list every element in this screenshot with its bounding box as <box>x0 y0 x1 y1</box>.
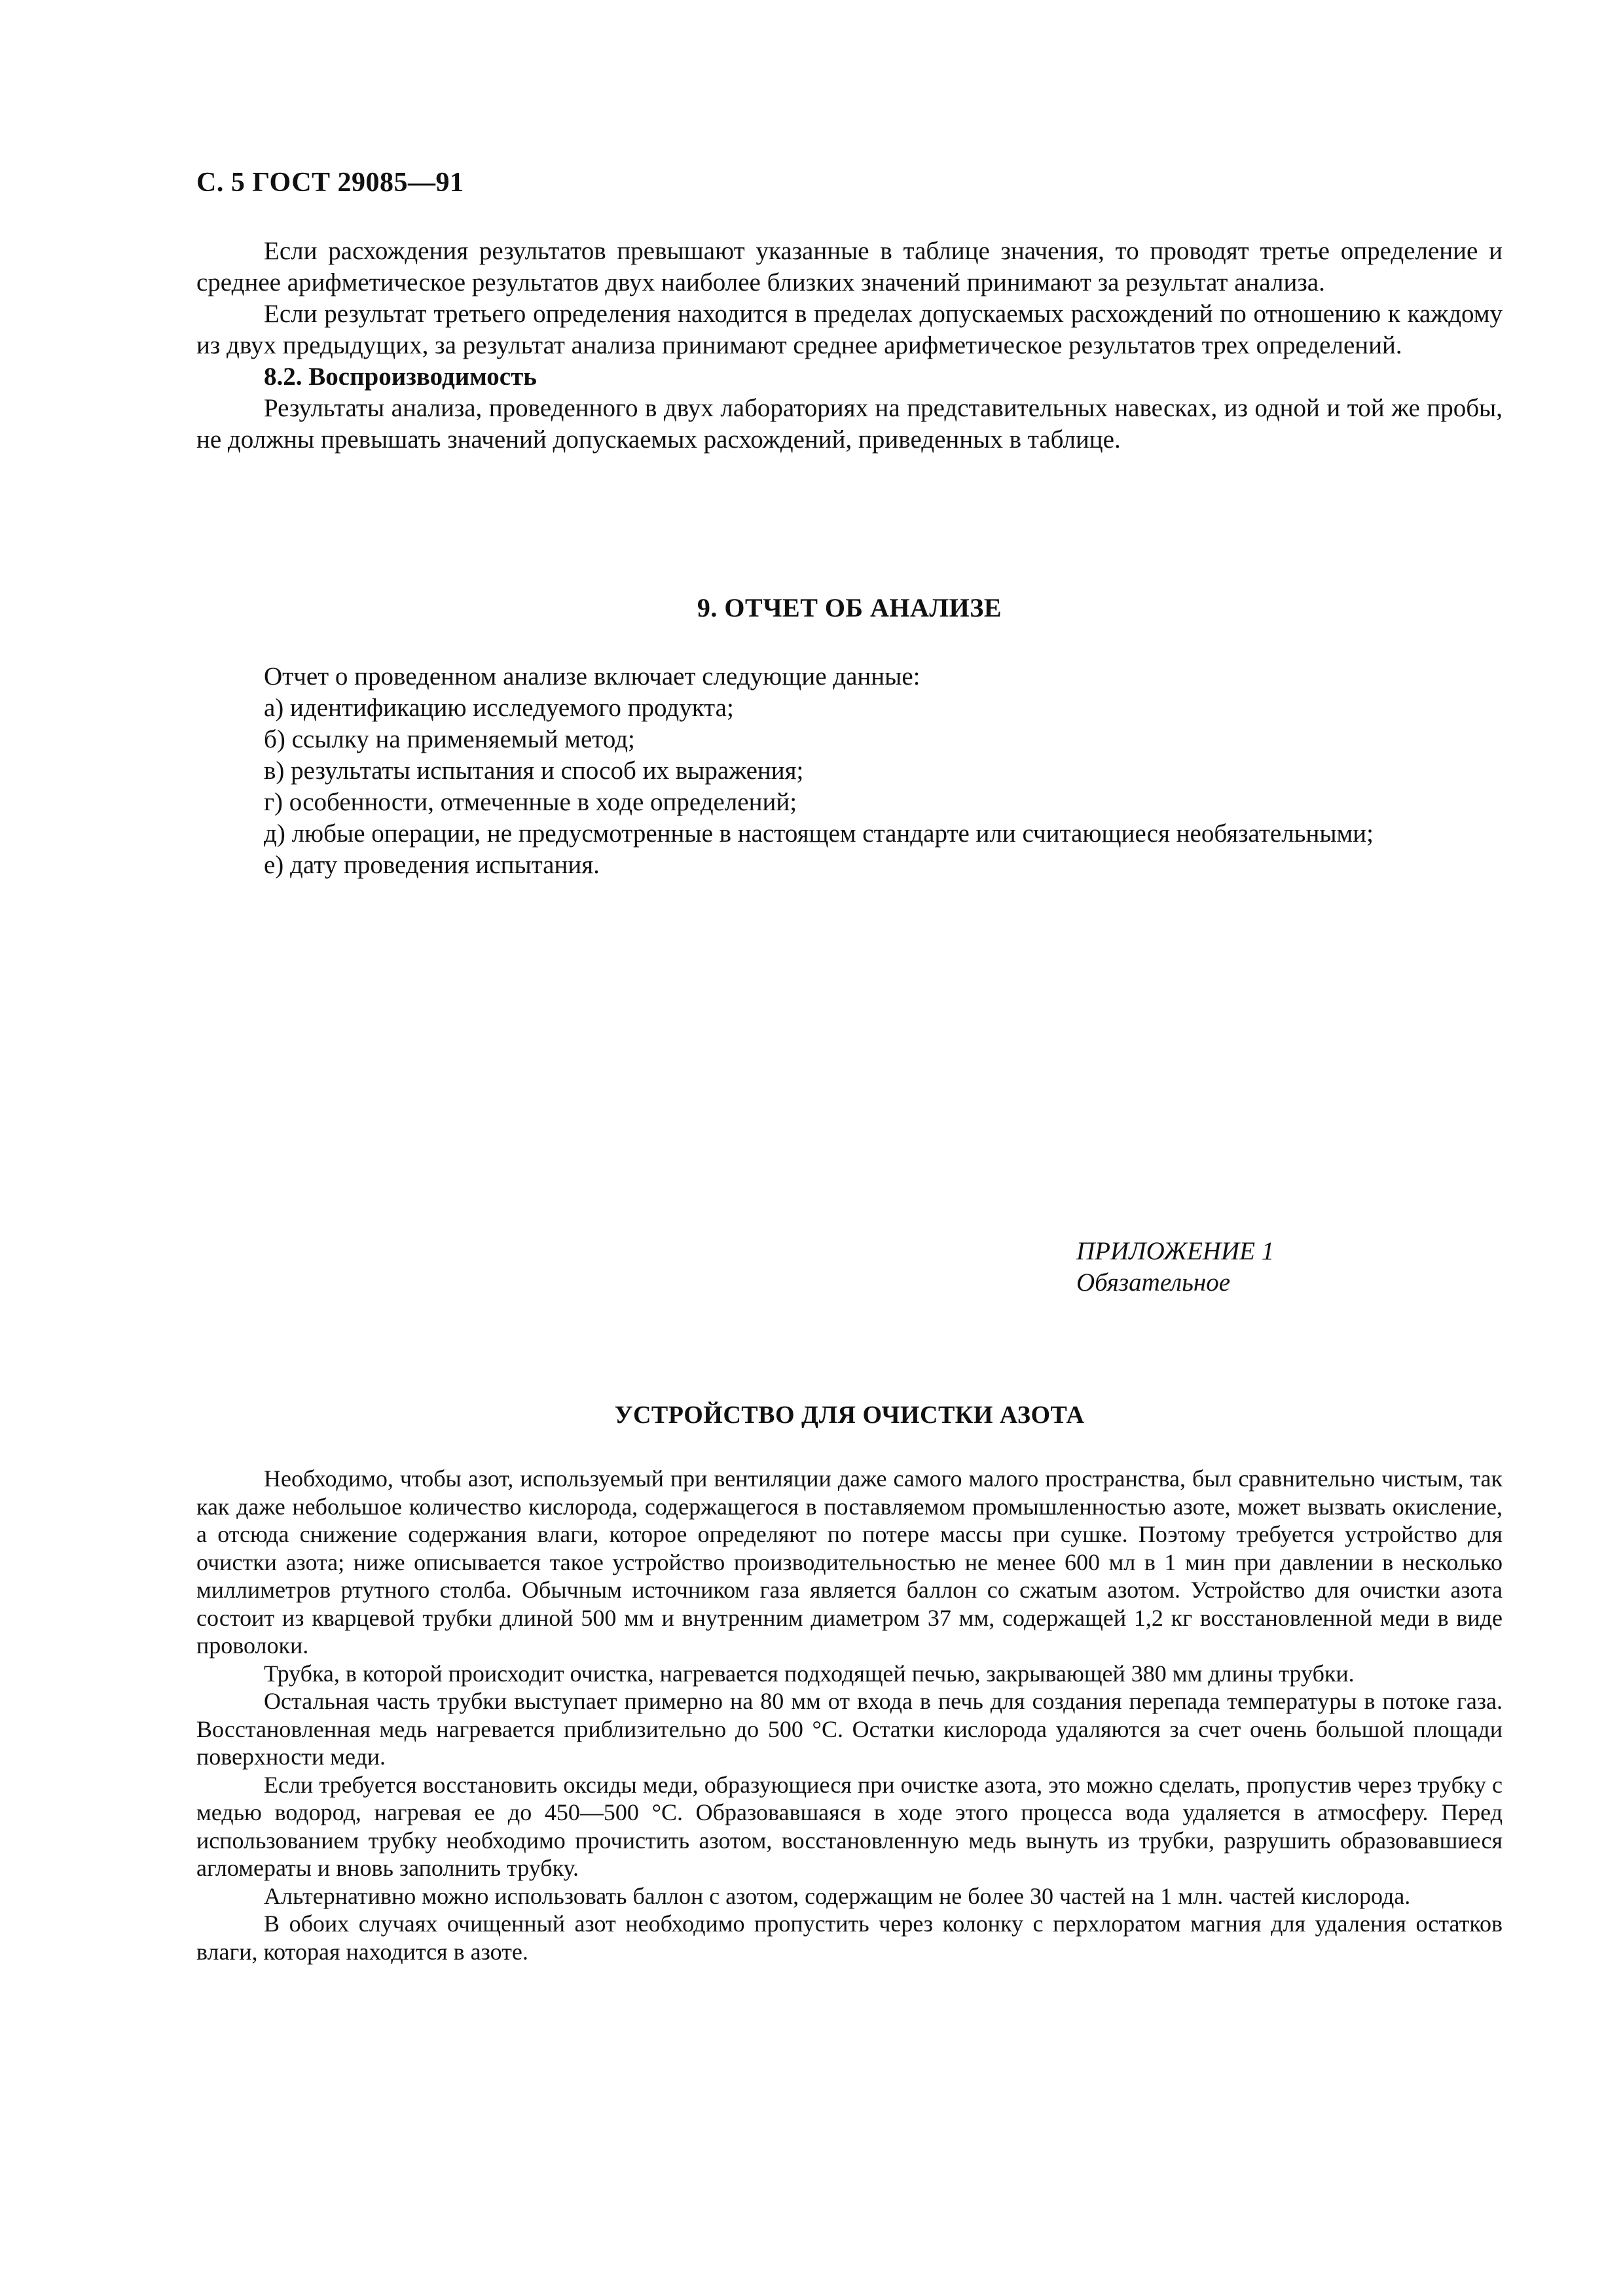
list-item: в) результаты испытания и способ их выражения; <box>264 757 804 785</box>
paragraph: Необходимо, чтобы азот, используемый при вентиляции даже самого малого пространства, был сравнительно чистым, так как даже небольшое количество кислорода, содержащегося в поставляемом промышленностью азоте, может вызвать окисление, а отсюда снижение содержания влаги, которое определяют по потере массы при сушке. Поэтому требуется устройство для очистки азота; ниже описывается такое устройство производительностью не менее 600 мл в 1 мин при давлении в несколько миллиметров ртутного столба. Обычным источником газа является баллон со сжатым азотом. Устройство для очистки азота состоит из кварцевой трубки длиной 500 мм и внутренним диаметром 37 мм, содержащей 1,2 кг восстановленной меди в виде проволоки. <box>196 1465 1503 1659</box>
running-header: С. 5 ГОСТ 29085—91 <box>196 168 464 198</box>
list-item: а) идентификацию исследуемого продукта; <box>264 694 734 722</box>
list-item: б) ссылку на применяемый метод; <box>264 725 635 753</box>
section-9-title: 9. ОТЧЕТ ОБ АНАЛИЗЕ <box>697 593 1002 622</box>
paragraph: Результаты анализа, проведенного в двух лабораториях на представительных навесках, из одной и той же пробы, не должны превышать значений допускаемых расхождений, приведенных в таблице. <box>196 394 1503 454</box>
subsection-heading: 8.2. Воспроизводимость <box>264 363 537 391</box>
paragraph: Альтернативно можно использовать баллон с азотом, содержащим не более 30 частей на 1 млн. частей кислорода. <box>264 1882 1411 1909</box>
report-list <box>196 661 1503 881</box>
list-item: г) особенности, отмеченные в ходе определений; <box>264 788 797 816</box>
appendix-number: ПРИЛОЖЕНИЕ 1 <box>1076 1237 1275 1265</box>
paragraph: Трубка, в которой происходит очистка, нагревается подходящей печью, закрывающей 380 мм длины трубки. <box>264 1660 1355 1687</box>
paragraph: Если результат третьего определения находится в пределах допускаемых расхождений по отношению к каждому из двух предыдущих, за результат анализа принимают среднее арифметическое результатов трех определений. <box>196 300 1503 359</box>
appendix-label <box>1076 1236 1469 1299</box>
paragraph: В обоих случаях очищенный азот необходимо пропустить через колонку с перхлоратом магния для удаления остатков влаги, которая находится в азоте. <box>196 1910 1503 1965</box>
list-item: е) дату проведения испытания. <box>264 851 600 879</box>
paragraph: Если требуется восстановить оксиды меди, образующиеся при очистке азота, это можно сделать, пропустив через трубку с медью водород, нагревая ее до 450—500 °С. Образовавшаяся в ходе этого процесса вода удаляется в атмосферу. Перед использованием трубку необходимо прочистить азотом, восстановленную медь вынуть из трубки, разрушить образовавшиеся агломераты и вновь заполнить трубку. <box>196 1771 1503 1881</box>
appendix-text <box>196 1465 1503 1965</box>
appendix-status: Обязательное <box>1076 1268 1231 1297</box>
section-8-text <box>196 236 1503 456</box>
paragraph: Если расхождения результатов превышают указанные в таблице значения, то проводят третье определение и среднее арифметическое результатов двух наиболее близких значений принимают за результат анализа. <box>196 237 1503 296</box>
paragraph: Остальная часть трубки выступает примерно на 80 мм от входа в печь для создания перепада температуры в потоке газа. Восстановленная медь нагревается приблизительно до 500 °С. Остатки кислорода удаляются за счет очень большой площади поверхности меди. <box>196 1688 1503 1770</box>
list-item: д) любые операции, не предусмотренные в настоящем стандарте или считающиеся необязательными; <box>264 819 1374 848</box>
appendix-title: УСТРОЙСТВО ДЛЯ ОЧИСТКИ АЗОТА <box>614 1401 1085 1429</box>
list-intro: Отчет о проведенном анализе включает следующие данные: <box>264 662 921 691</box>
